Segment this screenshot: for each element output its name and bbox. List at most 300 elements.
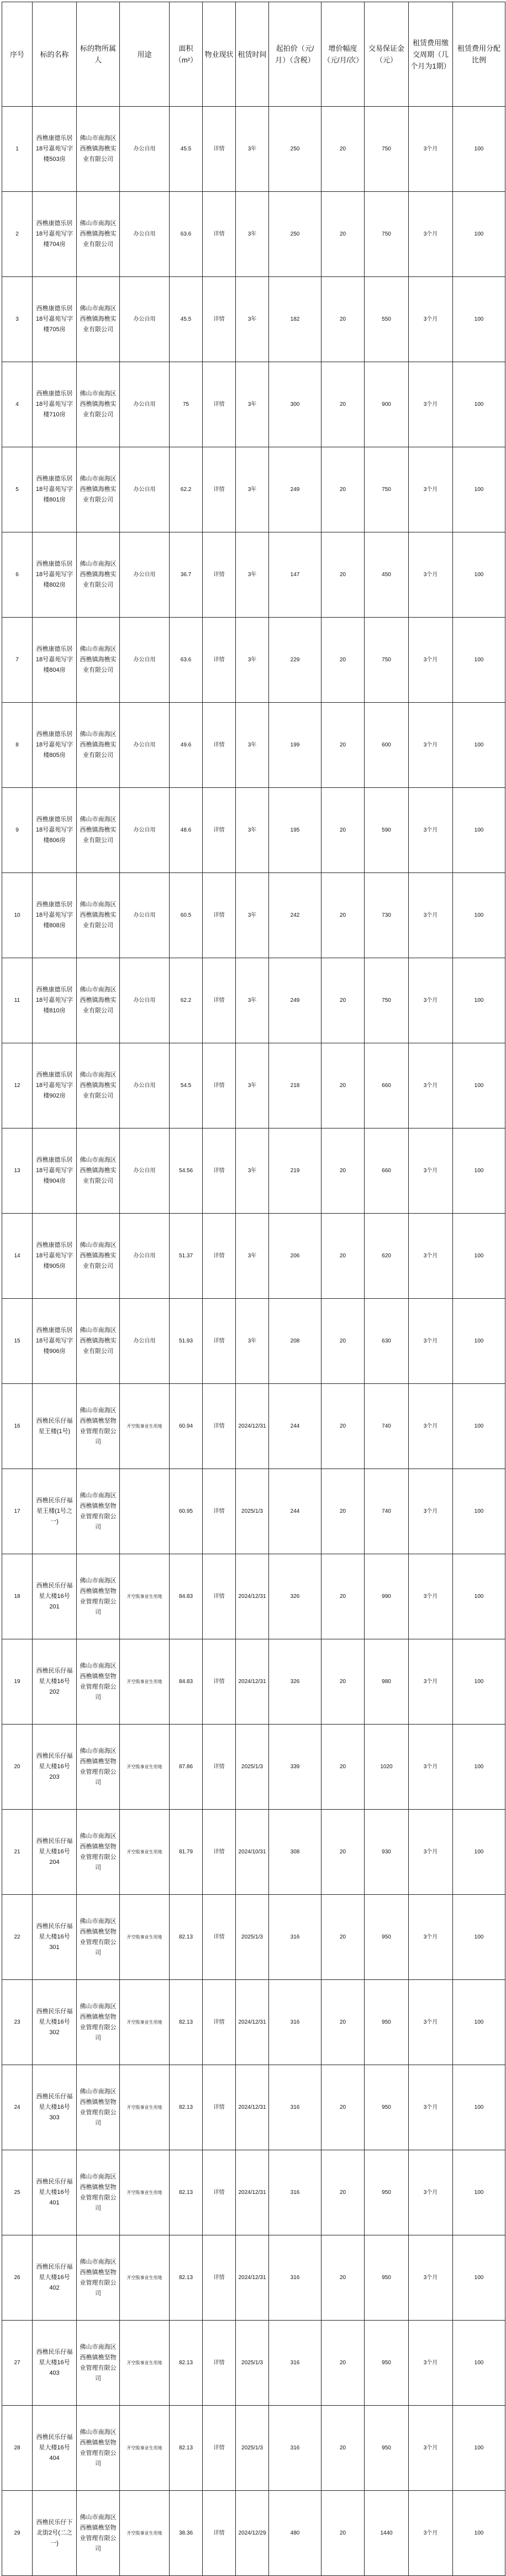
cell-increment: 20 xyxy=(321,1810,365,1895)
cell-ratio: 100 xyxy=(453,277,505,362)
cell-use: 办公自用 xyxy=(120,1299,170,1384)
cell-no: 26 xyxy=(2,2235,33,2321)
cell-name: 西樵康德乐居18号嘉苑写字楼710房 xyxy=(33,362,77,447)
cell-ratio: 100 xyxy=(453,2235,505,2321)
cell-status: 详情 xyxy=(203,1299,236,1384)
cell-status: 详情 xyxy=(203,2235,236,2321)
cell-price: 316 xyxy=(269,1980,321,2065)
cell-ratio: 100 xyxy=(453,192,505,277)
cell-term: 3年 xyxy=(236,447,269,532)
cell-name: 西樵康德乐居18号嘉苑写字楼804房 xyxy=(33,618,77,703)
cell-use: 办公自用 xyxy=(120,1043,170,1128)
cell-deposit: 550 xyxy=(365,277,409,362)
table-row xyxy=(2,1980,505,2065)
cell-status: 详情 xyxy=(203,362,236,447)
cell-term: 2025/1/3 xyxy=(236,2406,269,2491)
cell-price: 249 xyxy=(269,447,321,532)
cell-use: 办公自用 xyxy=(120,1214,170,1299)
cell-area: 62.2 xyxy=(170,447,203,532)
cell-use: 办公自用 xyxy=(120,788,170,873)
cell-owner: 佛山市南海区西樵镇海樵实业有限公司 xyxy=(77,1128,120,1214)
rental-listing-table xyxy=(2,2,505,2576)
cell-price: 316 xyxy=(269,2235,321,2321)
cell-increment: 20 xyxy=(321,1469,365,1554)
cell-no: 27 xyxy=(2,2321,33,2406)
cell-increment: 20 xyxy=(321,1725,365,1810)
cell-area: 38.36 xyxy=(170,2491,203,2576)
cell-deposit: 1020 xyxy=(365,1725,409,1810)
table-row xyxy=(2,2406,505,2491)
cell-name: 西樵民乐仔福星大楼16号403 xyxy=(33,2321,77,2406)
cell-price: 480 xyxy=(269,2491,321,2576)
table-row xyxy=(2,2321,505,2406)
cell-owner: 佛山市南海区西樵镇樵坚物业管理有限公司 xyxy=(77,1384,120,1469)
cell-ratio: 100 xyxy=(453,1299,505,1384)
table-row xyxy=(2,1043,505,1128)
cell-area: 82.13 xyxy=(170,1895,203,1980)
cell-no: 14 xyxy=(2,1214,33,1299)
cell-cycle: 3个月 xyxy=(409,362,453,447)
cell-ratio: 100 xyxy=(453,788,505,873)
cell-term: 3年 xyxy=(236,192,269,277)
cell-owner: 佛山市南海区西樵镇樵坚物业管理有限公司 xyxy=(77,1725,120,1810)
cell-use: 开空股事业生用地 xyxy=(120,2491,170,2576)
cell-use: 开空股事业生用地 xyxy=(120,2406,170,2491)
cell-price: 182 xyxy=(269,277,321,362)
cell-price: 218 xyxy=(269,1043,321,1128)
cell-use: 办公自用 xyxy=(120,873,170,958)
table-row xyxy=(2,1554,505,1639)
cell-term: 2025/1/3 xyxy=(236,1895,269,1980)
table-row xyxy=(2,192,505,277)
cell-ratio: 100 xyxy=(453,618,505,703)
cell-name: 西樵民乐仔福星大楼16号402 xyxy=(33,2235,77,2321)
cell-ratio: 100 xyxy=(453,1214,505,1299)
cell-name: 西樵民乐仔福星大楼16号401 xyxy=(33,2150,77,2235)
cell-status: 详情 xyxy=(203,1725,236,1810)
cell-deposit: 590 xyxy=(365,788,409,873)
cell-deposit: 750 xyxy=(365,447,409,532)
cell-price: 249 xyxy=(269,958,321,1043)
cell-name: 西樵民乐仔福星大楼16号302 xyxy=(33,1980,77,2065)
cell-owner: 佛山市南海区西樵镇樵坚物业管理有限公司 xyxy=(77,2321,120,2406)
cell-status: 详情 xyxy=(203,703,236,788)
cell-cycle: 3个月 xyxy=(409,788,453,873)
cell-name: 西樵民乐仔福星王楼(1号) xyxy=(33,1384,77,1469)
cell-status: 详情 xyxy=(203,873,236,958)
cell-status: 详情 xyxy=(203,1810,236,1895)
cell-ratio: 100 xyxy=(453,1043,505,1128)
cell-increment: 20 xyxy=(321,277,365,362)
table-row xyxy=(2,873,505,958)
cell-price: 195 xyxy=(269,788,321,873)
cell-area: 82.13 xyxy=(170,1980,203,2065)
table-row xyxy=(2,1299,505,1384)
cell-price: 206 xyxy=(269,1214,321,1299)
cell-use xyxy=(120,1469,170,1554)
cell-cycle: 3个月 xyxy=(409,2321,453,2406)
cell-name: 西樵康德乐居18号嘉苑写字楼704房 xyxy=(33,192,77,277)
cell-price: 219 xyxy=(269,1128,321,1214)
cell-term: 3年 xyxy=(236,107,269,192)
cell-use: 开空股事业生用地 xyxy=(120,1639,170,1725)
cell-price: 316 xyxy=(269,2150,321,2235)
cell-name: 西樵康德乐居18号嘉苑写字楼705房 xyxy=(33,277,77,362)
cell-increment: 20 xyxy=(321,447,365,532)
cell-cycle: 3个月 xyxy=(409,1128,453,1214)
table-row xyxy=(2,1895,505,1980)
cell-deposit: 750 xyxy=(365,958,409,1043)
cell-status: 详情 xyxy=(203,2321,236,2406)
cell-area: 84.83 xyxy=(170,1639,203,1725)
cell-no: 4 xyxy=(2,362,33,447)
cell-cycle: 3个月 xyxy=(409,447,453,532)
cell-ratio: 100 xyxy=(453,1384,505,1469)
cell-area: 82.13 xyxy=(170,2065,203,2150)
cell-use: 办公自用 xyxy=(120,618,170,703)
cell-no: 2 xyxy=(2,192,33,277)
cell-price: 339 xyxy=(269,1725,321,1810)
cell-increment: 20 xyxy=(321,532,365,618)
cell-price: 250 xyxy=(269,107,321,192)
cell-status: 详情 xyxy=(203,277,236,362)
cell-status: 详情 xyxy=(203,1895,236,1980)
cell-deposit: 950 xyxy=(365,2065,409,2150)
header-price: 起拍价（元/月）（含税） xyxy=(269,2,321,107)
cell-owner: 佛山市南海区西樵镇樵坚物业管理有限公司 xyxy=(77,2491,120,2576)
cell-area: 45.5 xyxy=(170,107,203,192)
table-row xyxy=(2,2491,505,2576)
table-row xyxy=(2,2235,505,2321)
cell-deposit: 660 xyxy=(365,1128,409,1214)
cell-deposit: 950 xyxy=(365,2321,409,2406)
header-term: 租赁时间 xyxy=(236,2,269,107)
cell-use: 开空股事业生用地 xyxy=(120,1384,170,1469)
cell-ratio: 100 xyxy=(453,1639,505,1725)
cell-name: 西樵民乐仔福星大楼16号404 xyxy=(33,2406,77,2491)
cell-increment: 20 xyxy=(321,618,365,703)
cell-term: 2024/12/31 xyxy=(236,2235,269,2321)
cell-owner: 佛山市南海区西樵镇海樵实业有限公司 xyxy=(77,447,120,532)
table-header-row xyxy=(2,2,505,107)
cell-term: 2024/12/31 xyxy=(236,1639,269,1725)
cell-price: 326 xyxy=(269,1554,321,1639)
cell-term: 3年 xyxy=(236,873,269,958)
header-ratio: 租赁费用分配比例 xyxy=(453,2,505,107)
cell-term: 2024/12/29 xyxy=(236,2491,269,2576)
cell-name: 西樵康德乐居18号嘉苑写字楼902房 xyxy=(33,1043,77,1128)
table-row xyxy=(2,107,505,192)
cell-deposit: 950 xyxy=(365,2235,409,2321)
cell-deposit: 600 xyxy=(365,703,409,788)
cell-term: 2025/1/3 xyxy=(236,2321,269,2406)
cell-term: 2024/10/31 xyxy=(236,1810,269,1895)
cell-area: 63.6 xyxy=(170,192,203,277)
cell-name: 西樵康德乐居18号嘉苑写字楼810房 xyxy=(33,958,77,1043)
cell-area: 60.5 xyxy=(170,873,203,958)
cell-price: 199 xyxy=(269,703,321,788)
cell-owner: 佛山市南海区西樵镇海樵实业有限公司 xyxy=(77,1043,120,1128)
cell-ratio: 100 xyxy=(453,1810,505,1895)
cell-term: 2025/1/3 xyxy=(236,1725,269,1810)
cell-cycle: 3个月 xyxy=(409,1810,453,1895)
cell-price: 308 xyxy=(269,1810,321,1895)
cell-use: 开空股事业生用地 xyxy=(120,1554,170,1639)
cell-no: 19 xyxy=(2,1639,33,1725)
cell-deposit: 990 xyxy=(365,1554,409,1639)
cell-status: 详情 xyxy=(203,2065,236,2150)
cell-owner: 佛山市南海区西樵镇樵坚物业管理有限公司 xyxy=(77,2150,120,2235)
cell-owner: 佛山市南海区西樵镇樵坚物业管理有限公司 xyxy=(77,1554,120,1639)
cell-increment: 20 xyxy=(321,873,365,958)
cell-owner: 佛山市南海区西樵镇海樵实业有限公司 xyxy=(77,618,120,703)
cell-cycle: 3个月 xyxy=(409,532,453,618)
cell-area: 54.56 xyxy=(170,1128,203,1214)
cell-ratio: 100 xyxy=(453,362,505,447)
cell-name: 西樵康德乐居18号嘉苑写字楼802房 xyxy=(33,532,77,618)
cell-use: 开空股事业生用地 xyxy=(120,1980,170,2065)
cell-name: 西樵民乐仔福星大楼16号301 xyxy=(33,1895,77,1980)
table-row xyxy=(2,1214,505,1299)
cell-increment: 20 xyxy=(321,2491,365,2576)
cell-cycle: 3个月 xyxy=(409,2491,453,2576)
header-owner: 标的物所属人 xyxy=(77,2,120,107)
cell-increment: 20 xyxy=(321,788,365,873)
cell-price: 300 xyxy=(269,362,321,447)
cell-area: 82.13 xyxy=(170,2150,203,2235)
cell-deposit: 750 xyxy=(365,192,409,277)
cell-ratio: 100 xyxy=(453,873,505,958)
cell-name: 西樵民乐仔福星大楼16号203 xyxy=(33,1725,77,1810)
cell-area: 82.13 xyxy=(170,2321,203,2406)
table-row xyxy=(2,1384,505,1469)
cell-area: 51.93 xyxy=(170,1299,203,1384)
cell-term: 2024/12/31 xyxy=(236,2065,269,2150)
cell-area: 51.37 xyxy=(170,1214,203,1299)
cell-increment: 20 xyxy=(321,1299,365,1384)
cell-ratio: 100 xyxy=(453,1725,505,1810)
cell-price: 326 xyxy=(269,1639,321,1725)
cell-no: 15 xyxy=(2,1299,33,1384)
cell-increment: 20 xyxy=(321,703,365,788)
table-row xyxy=(2,1469,505,1554)
cell-deposit: 620 xyxy=(365,1214,409,1299)
cell-owner: 佛山市南海区西樵镇海樵实业有限公司 xyxy=(77,788,120,873)
header-deposit: 交易保证金（元） xyxy=(365,2,409,107)
cell-term: 2024/12/31 xyxy=(236,1554,269,1639)
cell-use: 办公自用 xyxy=(120,277,170,362)
header-increment: 增价幅度（元/月/次） xyxy=(321,2,365,107)
cell-ratio: 100 xyxy=(453,532,505,618)
cell-owner: 佛山市南海区西樵镇海樵实业有限公司 xyxy=(77,1214,120,1299)
cell-no: 9 xyxy=(2,788,33,873)
cell-increment: 20 xyxy=(321,192,365,277)
cell-status: 详情 xyxy=(203,447,236,532)
cell-increment: 20 xyxy=(321,2406,365,2491)
cell-no: 5 xyxy=(2,447,33,532)
cell-ratio: 100 xyxy=(453,703,505,788)
cell-name: 西樵康德乐居18号嘉苑写字楼503房 xyxy=(33,107,77,192)
header-name: 标的名称 xyxy=(33,2,77,107)
table-row xyxy=(2,447,505,532)
cell-cycle: 3个月 xyxy=(409,107,453,192)
cell-area: 60.95 xyxy=(170,1469,203,1554)
cell-deposit: 950 xyxy=(365,1980,409,2065)
cell-area: 60.94 xyxy=(170,1384,203,1469)
cell-status: 详情 xyxy=(203,2406,236,2491)
header-cycle: 租赁费用缴交周期（几个月为1期） xyxy=(409,2,453,107)
cell-ratio: 100 xyxy=(453,2065,505,2150)
cell-area: 87.86 xyxy=(170,1725,203,1810)
cell-status: 详情 xyxy=(203,1128,236,1214)
cell-term: 3年 xyxy=(236,958,269,1043)
cell-deposit: 900 xyxy=(365,362,409,447)
cell-use: 开空股事业生用地 xyxy=(120,2150,170,2235)
cell-owner: 佛山市南海区西樵镇樵坚物业管理有限公司 xyxy=(77,2065,120,2150)
cell-cycle: 3个月 xyxy=(409,618,453,703)
cell-no: 10 xyxy=(2,873,33,958)
cell-price: 229 xyxy=(269,618,321,703)
cell-cycle: 3个月 xyxy=(409,873,453,958)
cell-price: 242 xyxy=(269,873,321,958)
cell-owner: 佛山市南海区西樵镇樵坚物业管理有限公司 xyxy=(77,1980,120,2065)
cell-name: 西樵民乐仔福星大楼16号303 xyxy=(33,2065,77,2150)
cell-increment: 20 xyxy=(321,2235,365,2321)
cell-area: 63.6 xyxy=(170,618,203,703)
cell-status: 详情 xyxy=(203,788,236,873)
cell-increment: 20 xyxy=(321,1980,365,2065)
header-no: 序号 xyxy=(2,2,33,107)
cell-ratio: 100 xyxy=(453,2491,505,2576)
cell-no: 22 xyxy=(2,1895,33,1980)
table-row xyxy=(2,362,505,447)
cell-cycle: 3个月 xyxy=(409,1895,453,1980)
cell-no: 28 xyxy=(2,2406,33,2491)
cell-increment: 20 xyxy=(321,2065,365,2150)
table-row xyxy=(2,1725,505,1810)
cell-cycle: 3个月 xyxy=(409,1469,453,1554)
cell-price: 244 xyxy=(269,1384,321,1469)
table-row xyxy=(2,277,505,362)
cell-no: 24 xyxy=(2,2065,33,2150)
cell-cycle: 3个月 xyxy=(409,1299,453,1384)
cell-name: 西樵康德乐居18号嘉苑写字楼801房 xyxy=(33,447,77,532)
cell-no: 1 xyxy=(2,107,33,192)
cell-use: 办公自用 xyxy=(120,107,170,192)
cell-use: 办公自用 xyxy=(120,362,170,447)
cell-price: 250 xyxy=(269,192,321,277)
table-row xyxy=(2,1810,505,1895)
cell-deposit: 750 xyxy=(365,107,409,192)
cell-area: 82.13 xyxy=(170,2406,203,2491)
cell-deposit: 950 xyxy=(365,2150,409,2235)
cell-cycle: 3个月 xyxy=(409,1214,453,1299)
cell-cycle: 3个月 xyxy=(409,1043,453,1128)
cell-status: 详情 xyxy=(203,1639,236,1725)
cell-cycle: 3个月 xyxy=(409,1725,453,1810)
cell-term: 2024/12/31 xyxy=(236,2150,269,2235)
cell-use: 开空股事业生用地 xyxy=(120,2065,170,2150)
cell-increment: 20 xyxy=(321,107,365,192)
cell-area: 82.13 xyxy=(170,2235,203,2321)
cell-no: 21 xyxy=(2,1810,33,1895)
header-area: 面积（m²） xyxy=(170,2,203,107)
cell-deposit: 1440 xyxy=(365,2491,409,2576)
cell-price: 316 xyxy=(269,2406,321,2491)
cell-increment: 20 xyxy=(321,362,365,447)
cell-ratio: 100 xyxy=(453,107,505,192)
cell-owner: 佛山市南海区西樵镇樵坚物业管理有限公司 xyxy=(77,2235,120,2321)
cell-use: 开空股事业生用地 xyxy=(120,1810,170,1895)
cell-name: 西樵康德乐居18号嘉苑写字楼808房 xyxy=(33,873,77,958)
cell-name: 西樵康德乐居18号嘉苑写字楼906房 xyxy=(33,1299,77,1384)
cell-deposit: 980 xyxy=(365,1639,409,1725)
cell-no: 29 xyxy=(2,2491,33,2576)
cell-term: 3年 xyxy=(236,362,269,447)
table-row xyxy=(2,1128,505,1214)
table-row xyxy=(2,2150,505,2235)
cell-cycle: 3个月 xyxy=(409,1639,453,1725)
cell-name: 西樵民乐仔福星大楼16号204 xyxy=(33,1810,77,1895)
cell-ratio: 100 xyxy=(453,958,505,1043)
cell-ratio: 100 xyxy=(453,1980,505,2065)
cell-name: 西樵康德乐居18号嘉苑写字楼806房 xyxy=(33,788,77,873)
cell-area: 75 xyxy=(170,362,203,447)
cell-cycle: 3个月 xyxy=(409,2406,453,2491)
cell-term: 3年 xyxy=(236,1214,269,1299)
cell-term: 3年 xyxy=(236,1043,269,1128)
cell-owner: 佛山市南海区西樵镇樵坚物业管理有限公司 xyxy=(77,1810,120,1895)
cell-deposit: 630 xyxy=(365,1299,409,1384)
cell-increment: 20 xyxy=(321,2150,365,2235)
cell-no: 3 xyxy=(2,277,33,362)
cell-name: 西樵民乐仔福星大楼16号201 xyxy=(33,1554,77,1639)
cell-status: 详情 xyxy=(203,958,236,1043)
cell-status: 详情 xyxy=(203,532,236,618)
cell-owner: 佛山市南海区西樵镇海樵实业有限公司 xyxy=(77,703,120,788)
cell-term: 3年 xyxy=(236,277,269,362)
cell-ratio: 100 xyxy=(453,1554,505,1639)
header-status: 物业现状 xyxy=(203,2,236,107)
cell-ratio: 100 xyxy=(453,1469,505,1554)
cell-status: 详情 xyxy=(203,2150,236,2235)
cell-ratio: 100 xyxy=(453,1128,505,1214)
cell-status: 详情 xyxy=(203,1980,236,2065)
cell-owner: 佛山市南海区西樵镇樵坚物业管理有限公司 xyxy=(77,1895,120,1980)
cell-use: 开空股事业生用地 xyxy=(120,1895,170,1980)
cell-owner: 佛山市南海区西樵镇海樵实业有限公司 xyxy=(77,107,120,192)
cell-increment: 20 xyxy=(321,958,365,1043)
cell-use: 办公自用 xyxy=(120,532,170,618)
cell-no: 12 xyxy=(2,1043,33,1128)
cell-deposit: 950 xyxy=(365,2406,409,2491)
cell-area: 54.5 xyxy=(170,1043,203,1128)
cell-name: 西樵民乐仔下北街2号(二之一) xyxy=(33,2491,77,2576)
cell-term: 2025/1/3 xyxy=(236,1469,269,1554)
cell-no: 8 xyxy=(2,703,33,788)
cell-price: 147 xyxy=(269,532,321,618)
cell-price: 208 xyxy=(269,1299,321,1384)
cell-owner: 佛山市南海区西樵镇海樵实业有限公司 xyxy=(77,362,120,447)
cell-status: 详情 xyxy=(203,1554,236,1639)
cell-term: 3年 xyxy=(236,788,269,873)
cell-owner: 佛山市南海区西樵镇海樵实业有限公司 xyxy=(77,192,120,277)
cell-term: 2024/12/31 xyxy=(236,1384,269,1469)
cell-no: 20 xyxy=(2,1725,33,1810)
cell-name: 西樵民乐仔福星大楼16号202 xyxy=(33,1639,77,1725)
cell-increment: 20 xyxy=(321,1639,365,1725)
cell-name: 西樵康德乐居18号嘉苑写字楼905房 xyxy=(33,1214,77,1299)
